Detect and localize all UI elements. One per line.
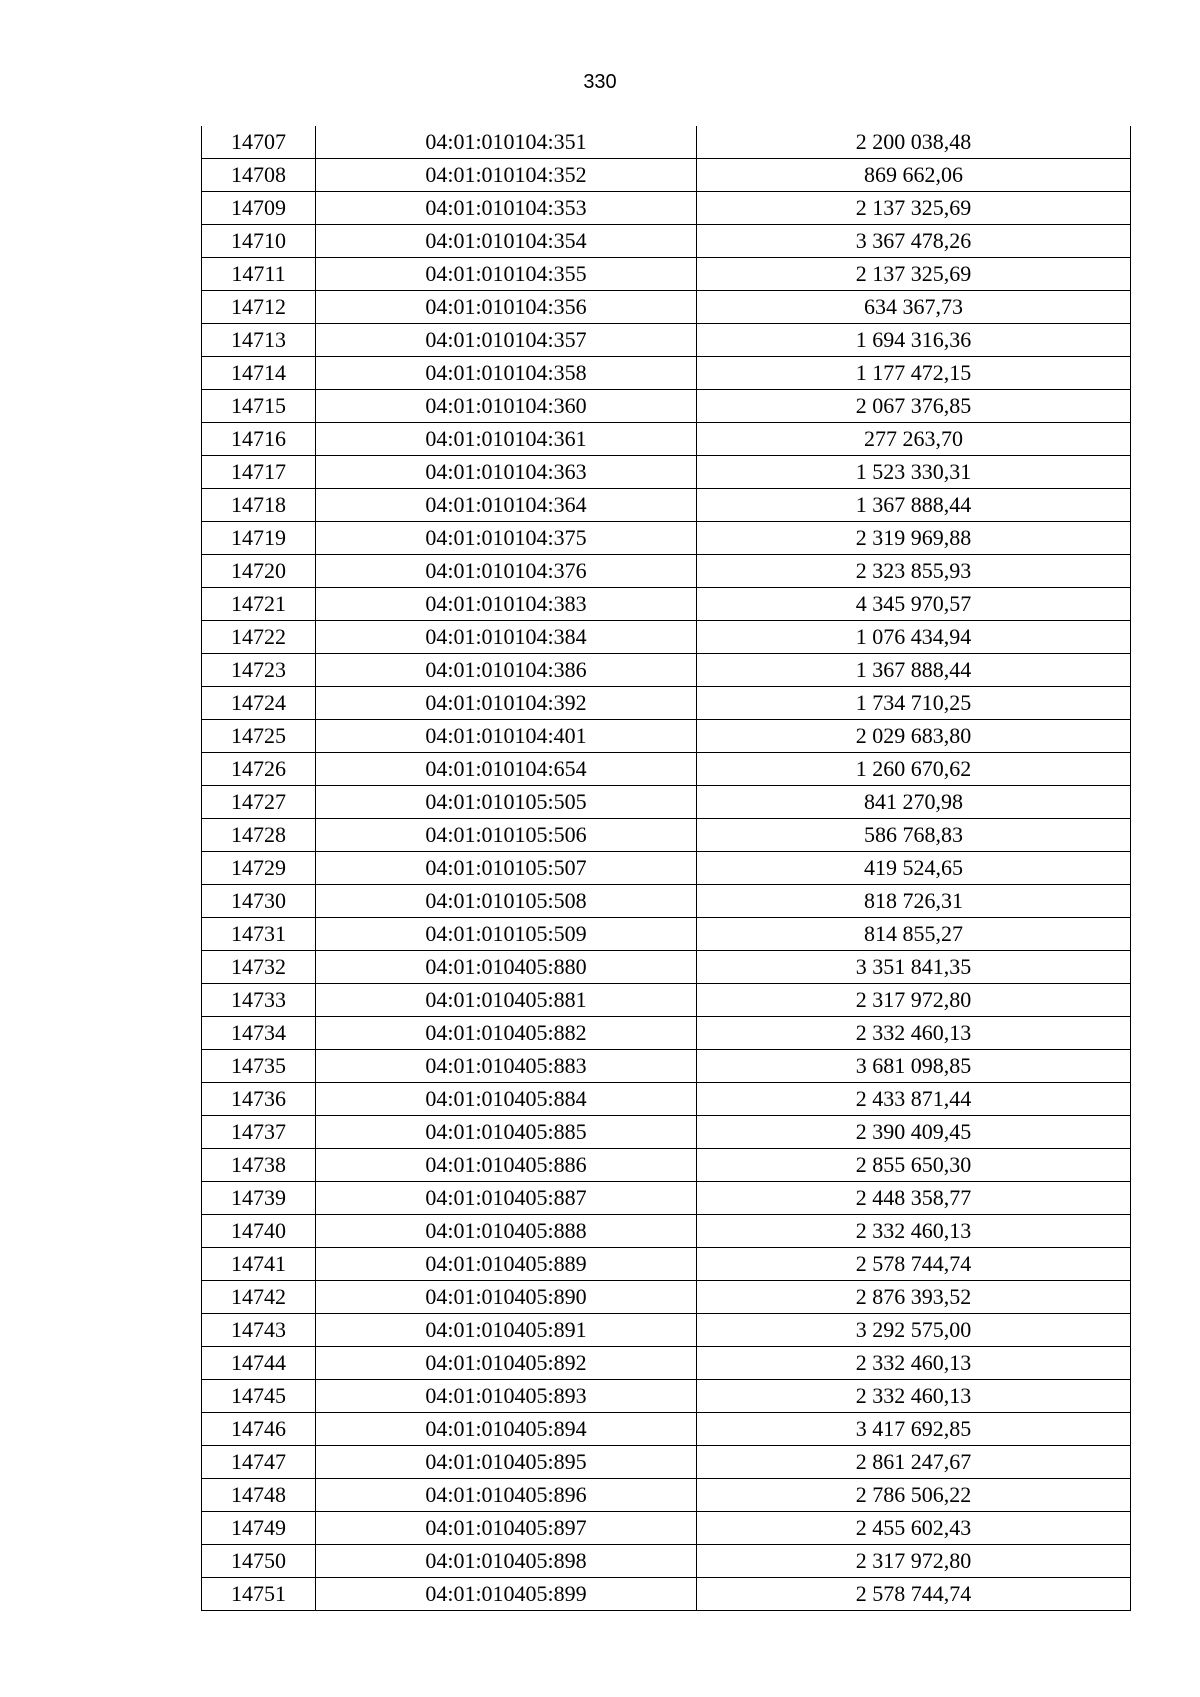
cadastral-value-cell: 3 367 478,26	[697, 225, 1131, 258]
row-number-cell: 14715	[202, 390, 316, 423]
table-row	[202, 687, 1131, 720]
row-number-cell: 14708	[202, 159, 316, 192]
cadastral-number-cell: 04:01:010405:892	[316, 1347, 697, 1380]
cadastral-value-cell: 1 523 330,31	[697, 456, 1131, 489]
cadastral-value-cell: 3 292 575,00	[697, 1314, 1131, 1347]
table-row	[202, 192, 1131, 225]
cadastral-value-cell: 2 137 325,69	[697, 192, 1131, 225]
cadastral-number-cell: 04:01:010405:897	[316, 1512, 697, 1545]
cadastral-value-cell: 1 076 434,94	[697, 621, 1131, 654]
table-row	[202, 753, 1131, 786]
table-row	[202, 159, 1131, 192]
cadastral-value-cell: 2 876 393,52	[697, 1281, 1131, 1314]
table-row	[202, 225, 1131, 258]
row-number-cell: 14732	[202, 951, 316, 984]
row-number-cell: 14733	[202, 984, 316, 1017]
row-number-cell: 14716	[202, 423, 316, 456]
cadastral-number-cell: 04:01:010104:352	[316, 159, 697, 192]
row-number-cell: 14748	[202, 1479, 316, 1512]
table-row	[202, 126, 1131, 159]
cadastral-value-cell: 1 367 888,44	[697, 654, 1131, 687]
cadastral-number-cell: 04:01:010405:890	[316, 1281, 697, 1314]
table-row	[202, 1017, 1131, 1050]
cadastral-number-cell: 04:01:010405:881	[316, 984, 697, 1017]
cadastral-value-cell: 2 332 460,13	[697, 1017, 1131, 1050]
cadastral-number-cell: 04:01:010104:383	[316, 588, 697, 621]
table-row	[202, 951, 1131, 984]
row-number-cell: 14710	[202, 225, 316, 258]
cadastral-value-cell: 2 332 460,13	[697, 1347, 1131, 1380]
cadastral-value-cell: 2 861 247,67	[697, 1446, 1131, 1479]
cadastral-value-cell: 2 855 650,30	[697, 1149, 1131, 1182]
cadastral-number-cell: 04:01:010104:401	[316, 720, 697, 753]
row-number-cell: 14740	[202, 1215, 316, 1248]
row-number-cell: 14738	[202, 1149, 316, 1182]
cadastral-number-cell: 04:01:010405:895	[316, 1446, 697, 1479]
row-number-cell: 14721	[202, 588, 316, 621]
table-row	[202, 720, 1131, 753]
row-number-cell: 14737	[202, 1116, 316, 1149]
cadastral-value-cell: 2 067 376,85	[697, 390, 1131, 423]
cadastral-number-cell: 04:01:010104:376	[316, 555, 697, 588]
table-row	[202, 984, 1131, 1017]
table-row	[202, 1479, 1131, 1512]
row-number-cell: 14747	[202, 1446, 316, 1479]
table-row	[202, 1446, 1131, 1479]
table-row	[202, 1380, 1131, 1413]
cadastral-number-cell: 04:01:010405:889	[316, 1248, 697, 1281]
cadastral-value-cell: 2 029 683,80	[697, 720, 1131, 753]
cadastral-value-cell: 1 177 472,15	[697, 357, 1131, 390]
row-number-cell: 14717	[202, 456, 316, 489]
cadastral-value-cell: 2 332 460,13	[697, 1215, 1131, 1248]
row-number-cell: 14724	[202, 687, 316, 720]
row-number-cell: 14713	[202, 324, 316, 357]
cadastral-number-cell: 04:01:010105:506	[316, 819, 697, 852]
cadastral-value-table	[201, 126, 1131, 1611]
row-number-cell: 14742	[202, 1281, 316, 1314]
table-row	[202, 357, 1131, 390]
row-number-cell: 14730	[202, 885, 316, 918]
cadastral-number-cell: 04:01:010405:885	[316, 1116, 697, 1149]
cadastral-number-cell: 04:01:010105:505	[316, 786, 697, 819]
cadastral-value-cell: 3 351 841,35	[697, 951, 1131, 984]
row-number-cell: 14751	[202, 1578, 316, 1611]
cadastral-value-cell: 1 694 316,36	[697, 324, 1131, 357]
cadastral-number-cell: 04:01:010405:893	[316, 1380, 697, 1413]
row-number-cell: 14736	[202, 1083, 316, 1116]
table-row	[202, 918, 1131, 951]
table-row	[202, 1116, 1131, 1149]
table-row	[202, 1413, 1131, 1446]
row-number-cell: 14727	[202, 786, 316, 819]
table-row	[202, 324, 1131, 357]
row-number-cell: 14712	[202, 291, 316, 324]
table-row	[202, 258, 1131, 291]
cadastral-value-cell: 841 270,98	[697, 786, 1131, 819]
table-row	[202, 1083, 1131, 1116]
cadastral-value-cell: 2 323 855,93	[697, 555, 1131, 588]
cadastral-value-cell: 2 137 325,69	[697, 258, 1131, 291]
cadastral-number-cell: 04:01:010105:508	[316, 885, 697, 918]
row-number-cell: 14729	[202, 852, 316, 885]
cadastral-value-cell: 2 317 972,80	[697, 1545, 1131, 1578]
table-row	[202, 390, 1131, 423]
cadastral-value-cell: 2 786 506,22	[697, 1479, 1131, 1512]
row-number-cell: 14726	[202, 753, 316, 786]
cadastral-number-cell: 04:01:010104:392	[316, 687, 697, 720]
cadastral-number-cell: 04:01:010405:891	[316, 1314, 697, 1347]
table-row	[202, 1149, 1131, 1182]
cadastral-number-cell: 04:01:010105:507	[316, 852, 697, 885]
cadastral-number-cell: 04:01:010405:899	[316, 1578, 697, 1611]
cadastral-number-cell: 04:01:010104:357	[316, 324, 697, 357]
cadastral-number-cell: 04:01:010104:356	[316, 291, 697, 324]
cadastral-number-cell: 04:01:010104:361	[316, 423, 697, 456]
row-number-cell: 14728	[202, 819, 316, 852]
cadastral-value-cell: 3 681 098,85	[697, 1050, 1131, 1083]
table-row	[202, 1545, 1131, 1578]
table-row	[202, 819, 1131, 852]
cadastral-value-cell: 814 855,27	[697, 918, 1131, 951]
table-row	[202, 852, 1131, 885]
cadastral-number-cell: 04:01:010405:888	[316, 1215, 697, 1248]
cadastral-value-cell: 634 367,73	[697, 291, 1131, 324]
table-row	[202, 1248, 1131, 1281]
table-row	[202, 1314, 1131, 1347]
cadastral-number-cell: 04:01:010104:384	[316, 621, 697, 654]
row-number-cell: 14711	[202, 258, 316, 291]
cadastral-number-cell: 04:01:010405:887	[316, 1182, 697, 1215]
table-row	[202, 555, 1131, 588]
row-number-cell: 14735	[202, 1050, 316, 1083]
cadastral-number-cell: 04:01:010405:882	[316, 1017, 697, 1050]
cadastral-value-cell: 2 578 744,74	[697, 1248, 1131, 1281]
cadastral-number-cell: 04:01:010104:375	[316, 522, 697, 555]
row-number-cell: 14745	[202, 1380, 316, 1413]
row-number-cell: 14743	[202, 1314, 316, 1347]
cadastral-number-cell: 04:01:010405:898	[316, 1545, 697, 1578]
table-row	[202, 1512, 1131, 1545]
row-number-cell: 14718	[202, 489, 316, 522]
cadastral-value-cell: 2 317 972,80	[697, 984, 1131, 1017]
cadastral-number-cell: 04:01:010104:358	[316, 357, 697, 390]
cadastral-value-cell: 2 200 038,48	[697, 126, 1131, 159]
cadastral-value-cell: 869 662,06	[697, 159, 1131, 192]
row-number-cell: 14709	[202, 192, 316, 225]
row-number-cell: 14722	[202, 621, 316, 654]
table-row	[202, 654, 1131, 687]
row-number-cell: 14707	[202, 126, 316, 159]
cadastral-number-cell: 04:01:010104:355	[316, 258, 697, 291]
table-row	[202, 1050, 1131, 1083]
table-row	[202, 588, 1131, 621]
cadastral-value-cell: 2 319 969,88	[697, 522, 1131, 555]
cadastral-value-cell: 2 332 460,13	[697, 1380, 1131, 1413]
table-row	[202, 621, 1131, 654]
row-number-cell: 14746	[202, 1413, 316, 1446]
cadastral-number-cell: 04:01:010104:354	[316, 225, 697, 258]
row-number-cell: 14723	[202, 654, 316, 687]
table-row	[202, 885, 1131, 918]
table-row	[202, 1215, 1131, 1248]
cadastral-value-cell: 4 345 970,57	[697, 588, 1131, 621]
cadastral-value-cell: 1 260 670,62	[697, 753, 1131, 786]
row-number-cell: 14734	[202, 1017, 316, 1050]
cadastral-number-cell: 04:01:010405:896	[316, 1479, 697, 1512]
table-body	[202, 126, 1131, 1611]
row-number-cell: 14741	[202, 1248, 316, 1281]
cadastral-value-cell: 586 768,83	[697, 819, 1131, 852]
table-row	[202, 1578, 1131, 1611]
row-number-cell: 14744	[202, 1347, 316, 1380]
cadastral-value-cell: 2 448 358,77	[697, 1182, 1131, 1215]
cadastral-number-cell: 04:01:010104:360	[316, 390, 697, 423]
table-row	[202, 1347, 1131, 1380]
table-row	[202, 489, 1131, 522]
row-number-cell: 14720	[202, 555, 316, 588]
cadastral-value-cell: 419 524,65	[697, 852, 1131, 885]
table-row	[202, 423, 1131, 456]
cadastral-value-cell: 277 263,70	[697, 423, 1131, 456]
row-number-cell: 14739	[202, 1182, 316, 1215]
cadastral-value-cell: 1 367 888,44	[697, 489, 1131, 522]
cadastral-number-cell: 04:01:010405:886	[316, 1149, 697, 1182]
cadastral-number-cell: 04:01:010104:386	[316, 654, 697, 687]
table-row	[202, 291, 1131, 324]
row-number-cell: 14719	[202, 522, 316, 555]
cadastral-number-cell: 04:01:010104:351	[316, 126, 697, 159]
cadastral-number-cell: 04:01:010104:353	[316, 192, 697, 225]
table-row	[202, 1281, 1131, 1314]
cadastral-number-cell: 04:01:010104:654	[316, 753, 697, 786]
row-number-cell: 14731	[202, 918, 316, 951]
table-row	[202, 456, 1131, 489]
cadastral-number-cell: 04:01:010405:884	[316, 1083, 697, 1116]
cadastral-number-cell: 04:01:010405:883	[316, 1050, 697, 1083]
cadastral-number-cell: 04:01:010405:880	[316, 951, 697, 984]
cadastral-value-cell: 2 390 409,45	[697, 1116, 1131, 1149]
row-number-cell: 14714	[202, 357, 316, 390]
table-row	[202, 786, 1131, 819]
table-row	[202, 1182, 1131, 1215]
table-row	[202, 522, 1131, 555]
cadastral-value-cell: 818 726,31	[697, 885, 1131, 918]
cadastral-number-cell: 04:01:010105:509	[316, 918, 697, 951]
row-number-cell: 14749	[202, 1512, 316, 1545]
cadastral-value-cell: 2 578 744,74	[697, 1578, 1131, 1611]
cadastral-number-cell: 04:01:010104:364	[316, 489, 697, 522]
cadastral-value-cell: 3 417 692,85	[697, 1413, 1131, 1446]
page-number: 330	[583, 71, 617, 93]
cadastral-number-cell: 04:01:010405:894	[316, 1413, 697, 1446]
cadastral-value-cell: 2 455 602,43	[697, 1512, 1131, 1545]
cadastral-number-cell: 04:01:010104:363	[316, 456, 697, 489]
row-number-cell: 14750	[202, 1545, 316, 1578]
row-number-cell: 14725	[202, 720, 316, 753]
cadastral-value-cell: 2 433 871,44	[697, 1083, 1131, 1116]
cadastral-value-cell: 1 734 710,25	[697, 687, 1131, 720]
